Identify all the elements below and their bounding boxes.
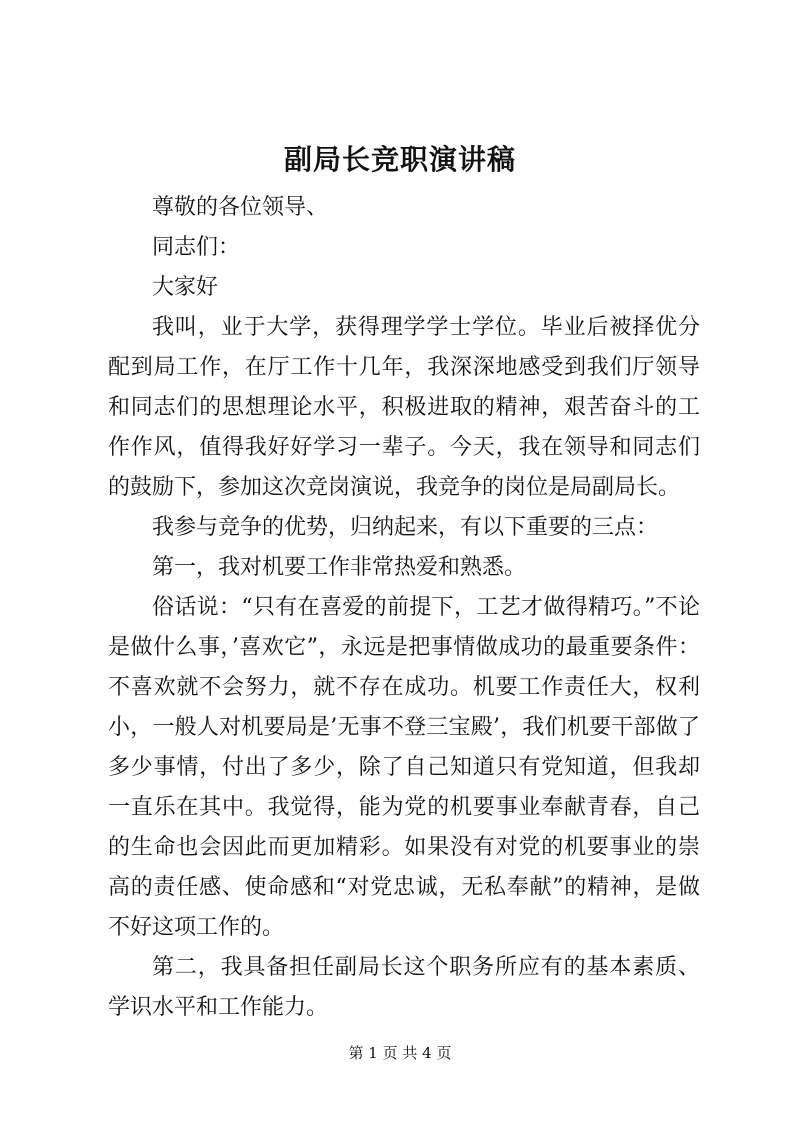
document-title: 副局长竞职演讲稿 [283, 143, 516, 176]
page-number: 第 1 页 共 4 页 [348, 1044, 452, 1062]
paragraph-point-one-detail: 俗话说：“只有在喜爱的前提下，工艺才做得精巧。”不论是做什么事，’喜欢它”，永远是把事情做成功的最重要条件：不喜欢就不会努力，就不存在成功。机要工作责任大，权利小，一般人对机要局是’无事不登三宝殿’，我们机要干部做了多少事情，付出了多少，除了自己知道只有党知道，但我却一直乐在其中。我觉得，能为党的机要事业奉献青春，自己的生命也会因此而更加精彩。如果没有对党的机要事业的崇高的责任感、使命感和“对党忠诚，无私奉献”的精神，是做不好这项工作的。 [108, 595, 700, 940]
salutation-leaders: 尊敬的各位领导、 [152, 195, 329, 220]
paragraph-point-one: 第一，我对机要工作非常热爱和熟悉。 [152, 555, 527, 580]
document-body [108, 188, 700, 1028]
paragraph-advantages: 我参与竞争的优势，归纳起来，有以下重要的三点： [152, 515, 659, 540]
salutation-comrades: 同志们： [152, 235, 241, 260]
greeting: 大家好 [152, 275, 219, 300]
paragraph-point-two: 第二，我具备担任副局长这个职务所应有的基本素质、学识水平和工作能力。 [108, 955, 700, 1020]
paragraph-introduction: 我叫，业于大学，获得理学学士学位。毕业后被择优分配到局工作，在厅工作十几年，我深深地感受到我们厅领导和同志们的思想理论水平，积极进取的精神，艰苦奋斗的工作作风，值得我好好学习一辈子。今天，我在领导和同志们的鼓励下，参加这次竞岗演说，我竞争的岗位是局副局长。 [108, 315, 700, 500]
